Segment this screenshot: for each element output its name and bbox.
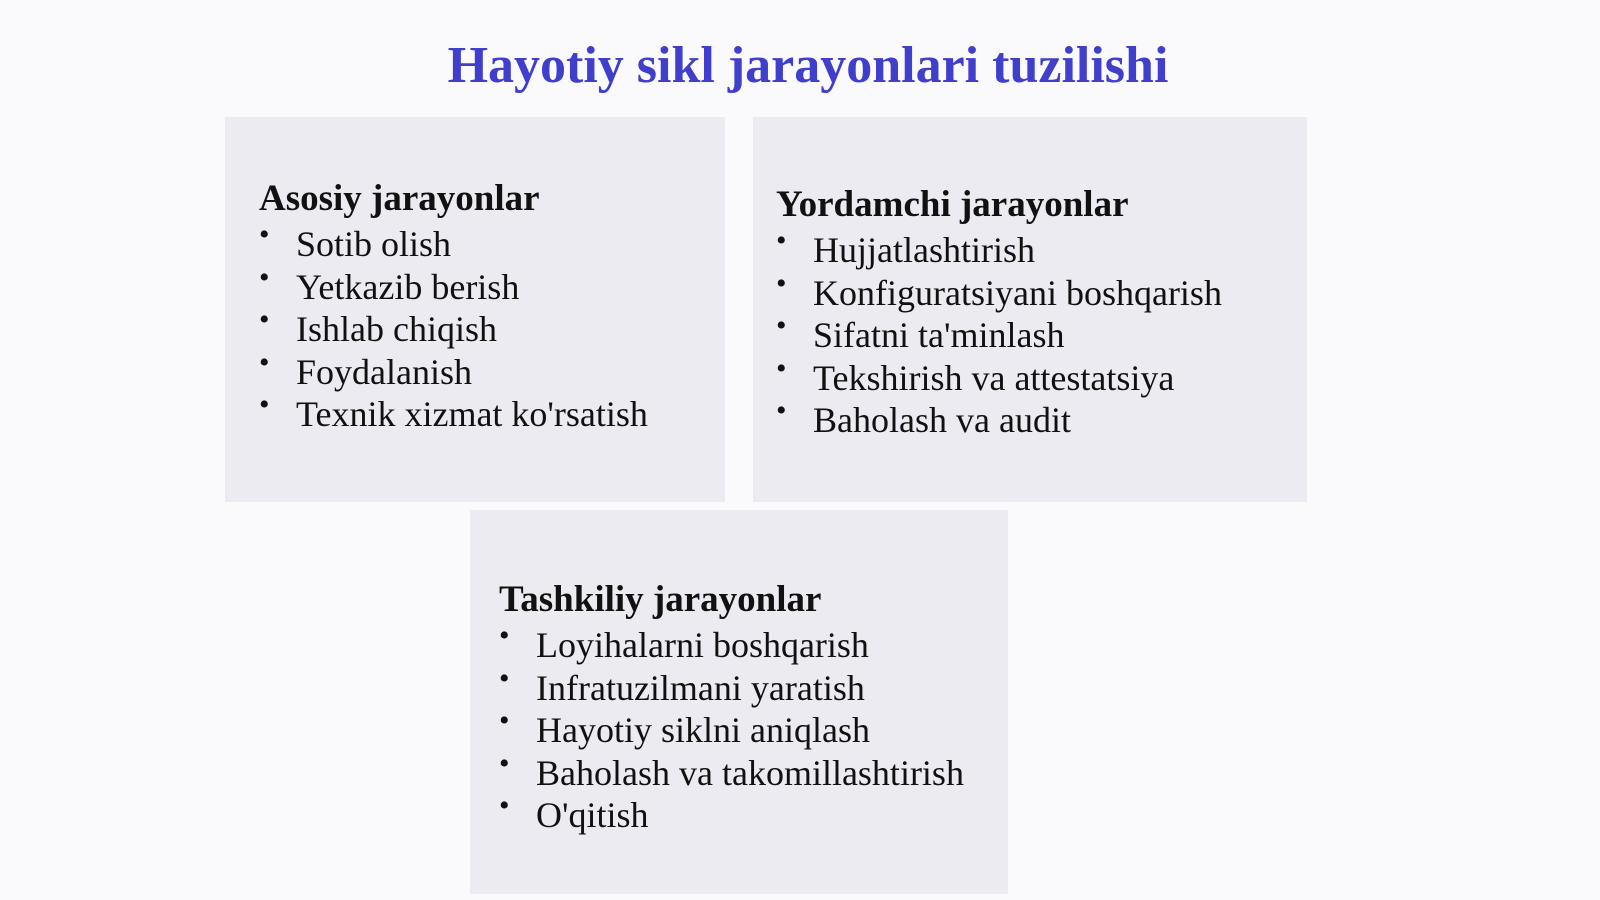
list-item xyxy=(776,224,1307,272)
list-item-text: O'qitish xyxy=(536,795,649,835)
list-item xyxy=(499,661,1008,710)
bullet-icon: • xyxy=(259,303,270,336)
bullet-icon: • xyxy=(776,394,787,427)
list-item xyxy=(259,303,725,351)
card-list xyxy=(776,224,1307,442)
list-item xyxy=(776,394,1307,442)
card-heading: Yordamchi jarayonlar xyxy=(776,184,1129,225)
list-item xyxy=(776,309,1307,357)
list-item-text: Yetkazib berish xyxy=(296,266,520,307)
card-asosiy-jarayonlar xyxy=(225,117,725,502)
bullet-icon: • xyxy=(259,345,270,379)
list-item xyxy=(259,388,725,436)
list-item-text: Konfiguratsiyani boshqarish xyxy=(813,272,1222,313)
list-item-text: Hayotiy siklni aniqlash xyxy=(536,710,870,750)
list-item xyxy=(499,789,1008,837)
list-item-text: Hujjatlashtirish xyxy=(813,230,1035,270)
list-item-text: Foydalanish xyxy=(296,351,472,392)
list-item xyxy=(499,619,1008,667)
card-list xyxy=(259,218,725,436)
bullet-icon: • xyxy=(776,266,787,300)
list-item xyxy=(776,351,1307,400)
bullet-icon: • xyxy=(499,619,510,652)
list-item xyxy=(499,746,1008,795)
bullet-icon: • xyxy=(499,704,510,737)
card-heading: Asosiy jarayonlar xyxy=(259,178,540,219)
bullet-icon: • xyxy=(776,351,787,385)
card-list xyxy=(499,619,1008,837)
list-item xyxy=(776,266,1307,315)
card-tashkiliy-jarayonlar xyxy=(470,510,1008,894)
slide-title: Hayotiy sikl jarayonlari tuzilishi xyxy=(447,37,1169,94)
list-item xyxy=(499,704,1008,752)
list-item-text: Infratuzilmani yaratish xyxy=(536,667,865,708)
list-item-text: Sifatni ta'minlash xyxy=(813,315,1065,355)
list-item-text: Texnik xizmat ko'rsatish xyxy=(296,394,648,434)
list-item-text: Sotib olish xyxy=(296,224,452,264)
bullet-icon: • xyxy=(259,260,270,294)
list-item-text: Loyihalarni boshqarish xyxy=(536,625,869,665)
bullet-icon: • xyxy=(776,224,787,257)
bullet-icon: • xyxy=(259,218,270,251)
bullet-icon: • xyxy=(776,309,787,342)
list-item xyxy=(259,345,725,394)
bullet-icon: • xyxy=(499,789,510,822)
bullet-icon: • xyxy=(499,746,510,780)
bullet-icon: • xyxy=(499,661,510,695)
list-item xyxy=(259,218,725,266)
bullet-icon: • xyxy=(259,388,270,421)
card-heading: Tashkiliy jarayonlar xyxy=(499,579,822,620)
list-item xyxy=(259,260,725,309)
card-yordamchi-jarayonlar xyxy=(753,117,1307,502)
list-item-text: Tekshirish va attestatsiya xyxy=(813,357,1175,398)
list-item-text: Baholash va takomillashtirish xyxy=(536,752,964,793)
list-item-text: Baholash va audit xyxy=(813,400,1071,440)
list-item-text: Ishlab chiqish xyxy=(296,309,497,349)
